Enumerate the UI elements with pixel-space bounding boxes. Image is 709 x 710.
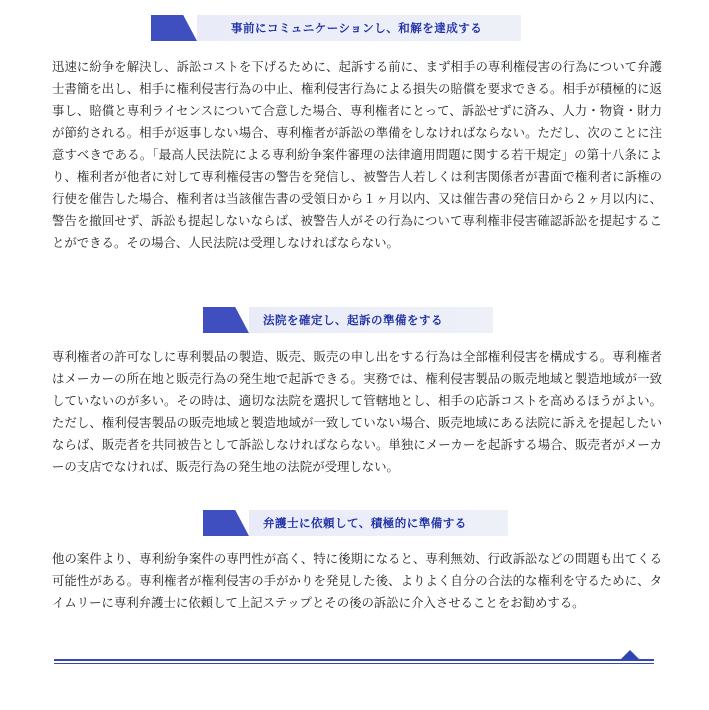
footer-rule-thick bbox=[54, 659, 654, 661]
section-header-2 bbox=[203, 307, 493, 333]
section-tab-marker bbox=[203, 510, 249, 536]
section-title: 法院を確定し、起訴の準備をする bbox=[263, 313, 443, 327]
section-tab-marker bbox=[151, 15, 197, 41]
section-header-1 bbox=[151, 15, 521, 41]
section-header-3 bbox=[203, 510, 508, 536]
section-tab-marker bbox=[203, 307, 249, 333]
section-title: 事前にコミュニケーションし、和解を達成する bbox=[231, 21, 483, 35]
section-title: 弁護士に依頼して、積極的に準備する bbox=[263, 516, 467, 530]
section-body-1: 迅速に紛争を解決し、訴訟コストを下げるために、起訴する前に、まず相手の専利権侵害の行為について弁護士書簡を出し、相手に権利侵害行為の中止、権利侵害行為による損失の賠償を要求できる。相手が積極的に返事し、賠償と専利ライセンスについて合意した場合、専利権者にとって、訴訟せずに済み、人力・物資・財力が節約される。相手が返事しない場合、専利権者が訴訟の準備をしなければならない。ただし、次のことに注意すべきである。「最高人民法院による専利紛争案件審理の法律適用問題に関する若干規定」の第十八条により、権利者が他者に対して専利権侵害の警告を発信し、被警告人若しくは利害関係者が書面で権利者に訴権の行使を催告した場合、権利者は当該催告書の受領日から１ヶ月以内、又は催告書の発信日から２ヶ月以内に、警告を撤回せず、訴訟も提起しないならば、被警告人がその行為について専利権非侵害確認訴訟を提起することができる。その場合、人民法院は受理しなければならない。 bbox=[52, 59, 662, 250]
section-body-2: 専利権者の許可なしに専利製品の製造、販売、販売の申し出をする行為は全部権利侵害を構成する。専利権者はメーカーの所在地と販売行為の発生地で起訴できる。実務では、権利侵害製品の販売地域と製造地域が一致していないのが多い。その時は、適切な法院を選択して管轄地とし、相手の応訴コストを高めるほうがよい。ただし、権利侵害製品の販売地域と製造地域が一致していない場合、販売地域にある法院に訴えを提起したいならば、販売者を共同被告として訴訟しなければならない。単独にメーカーを起訴する場合、販売者がメーカーの支店でなければ、販売行為の発生地の法院が受理しない。 bbox=[52, 349, 662, 474]
section-body-3: 他の案件より、専利紛争案件の専門性が高く、特に後期になると、専利無効、行政訴訟などの問題も出てくる可能性がある。専利権者が権利侵害の手がかりを発見した後、よりよく自分の合法的な権利を守るために、タイムリーに専利弁護士に依頼して上記ステップとその後の訴訟に介入させることをお勧めする。 bbox=[52, 551, 662, 610]
footer-rule-thin bbox=[54, 663, 654, 664]
